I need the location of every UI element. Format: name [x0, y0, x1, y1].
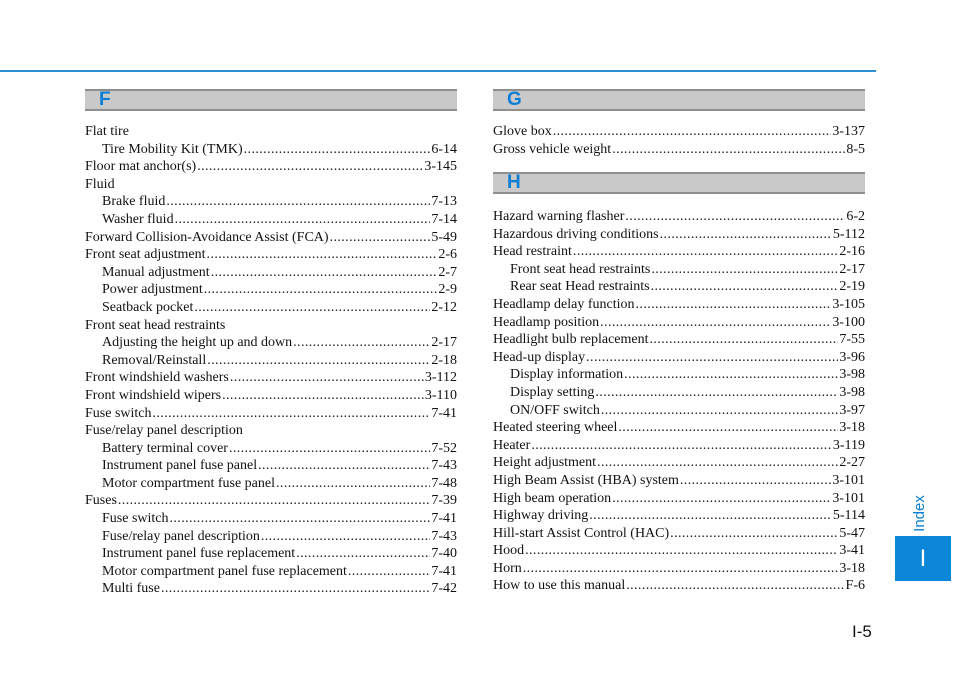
index-entry-text: Fluid — [85, 176, 115, 192]
index-entry-text: Head-up display — [493, 349, 586, 365]
index-entry-page: 2-16 — [839, 244, 865, 260]
index-entry[interactable] — [85, 334, 457, 352]
index-entry[interactable] — [85, 246, 457, 264]
dot-leader — [204, 281, 438, 299]
index-entry-text: Forward Collision-Avoidance Assist (FCA) — [85, 229, 329, 245]
index-entry-page: 3-112 — [424, 370, 457, 386]
section-header-f — [85, 89, 457, 111]
index-entry-page: 5-112 — [832, 226, 865, 242]
index-entry-text: Glove box — [493, 124, 552, 139]
section-header-g — [493, 89, 865, 111]
index-entry[interactable] — [85, 528, 457, 546]
index-entry-text: Multi fuse — [102, 581, 160, 597]
dot-leader — [244, 141, 431, 159]
dot-leader — [207, 246, 438, 264]
index-entry-page: 3-18 — [839, 560, 865, 576]
dot-leader — [651, 261, 838, 279]
index-entry-page: 5-47 — [839, 525, 865, 541]
dot-leader — [618, 419, 838, 437]
dot-leader — [625, 208, 845, 226]
index-entry-text: Fuse switch — [85, 405, 152, 421]
page-number: I-5 — [852, 622, 872, 641]
index-entry-text: Floor mat anchor(s) — [85, 159, 197, 175]
dot-leader — [211, 264, 438, 282]
index-entry[interactable] — [85, 317, 457, 335]
index-entry-page: 3-41 — [839, 543, 865, 559]
index-entry-page: 3-96 — [839, 349, 865, 365]
dot-leader — [660, 226, 832, 244]
index-entry[interactable] — [493, 349, 865, 367]
index-entry[interactable] — [493, 226, 865, 244]
index-entry[interactable] — [85, 457, 457, 475]
index-entry-text: Hazard warning flasher — [493, 209, 625, 224]
index-entry-text: Fuse/relay panel description — [85, 423, 243, 439]
index-column-g — [493, 123, 865, 158]
index-entry[interactable] — [85, 176, 457, 194]
index-entry-page: 3-98 — [839, 367, 865, 383]
dot-leader — [166, 193, 430, 211]
index-entry[interactable] — [85, 387, 457, 405]
dot-leader — [612, 490, 831, 508]
index-entry-text: Hood — [493, 543, 525, 559]
index-side-label — [899, 488, 939, 538]
index-entry-page: 7-52 — [431, 440, 457, 456]
dot-leader — [525, 542, 838, 560]
index-entry[interactable] — [85, 211, 457, 229]
index-entry[interactable] — [493, 296, 865, 314]
index-entry-page: 2-7 — [438, 264, 457, 280]
index-entry-text: Front seat head restraints — [510, 261, 651, 277]
index-entry-page: 7-13 — [431, 194, 457, 210]
index-entry-text: Fuses — [85, 493, 117, 509]
index-entry-page: 7-55 — [839, 332, 865, 348]
index-entry[interactable] — [493, 331, 865, 349]
dot-leader — [636, 296, 832, 314]
dot-leader — [230, 369, 424, 387]
index-entry-text: Adjusting the height up and down — [102, 335, 293, 351]
index-entry-text: Headlamp delay function — [493, 296, 635, 312]
index-entry-text: Highway driving — [493, 508, 589, 524]
index-entry[interactable] — [85, 229, 457, 247]
index-entry-page: F-6 — [845, 578, 865, 594]
index-entry-text: Headlight bulb replacement — [493, 332, 649, 348]
index-entry-text: Rear seat Head restraints — [510, 279, 650, 295]
section-letter: G — [507, 89, 522, 110]
index-tab-letter: I — [919, 544, 927, 572]
index-entry-text: Height adjustment — [493, 455, 597, 471]
index-entry[interactable] — [85, 123, 457, 141]
index-entry[interactable] — [85, 545, 457, 563]
index-entry[interactable] — [493, 507, 865, 525]
index-entry-page: 3-100 — [832, 314, 865, 330]
dot-leader — [330, 229, 431, 247]
index-entry[interactable] — [85, 422, 457, 440]
index-entry-text: Manual adjustment — [102, 264, 210, 280]
index-entry-text: Seatback pocket — [102, 299, 194, 315]
index-entry-text: Heated steering wheel — [493, 420, 618, 436]
index-entry-text: Fuse/relay panel description — [102, 528, 260, 544]
section-header-h — [493, 172, 865, 194]
index-entry-page: 7-40 — [431, 546, 457, 562]
index-entry-text: Battery terminal cover — [102, 440, 228, 456]
index-entry-page: 6-2 — [846, 209, 865, 224]
dot-leader — [589, 507, 832, 525]
dot-leader — [348, 563, 430, 581]
index-entry[interactable] — [493, 208, 865, 226]
dot-leader — [680, 472, 831, 490]
index-entry-page: 5-114 — [832, 508, 865, 524]
index-column-f — [85, 123, 457, 598]
index-entry-text: Instrument panel fuse replacement — [102, 546, 296, 562]
index-entry-page: 7-42 — [431, 581, 457, 597]
index-entry-text: ON/OFF switch — [510, 402, 600, 418]
index-entry-text: Front windshield wipers — [85, 387, 222, 403]
index-entry-text: Motor compartment fuse panel — [102, 475, 276, 491]
dot-leader — [170, 510, 431, 528]
dot-leader — [650, 331, 839, 349]
index-entry-page: 3-101 — [832, 472, 865, 488]
index-entry-text: Brake fluid — [102, 194, 166, 210]
dot-leader — [197, 158, 423, 176]
dot-leader — [175, 211, 431, 229]
dot-leader — [670, 525, 838, 543]
dot-leader — [258, 457, 430, 475]
dot-leader — [531, 437, 832, 455]
dot-leader — [553, 123, 832, 141]
index-entry-page: 5-49 — [431, 229, 457, 245]
dot-leader — [153, 405, 431, 423]
index-entry-text: Front seat adjustment — [85, 247, 206, 263]
dot-leader — [624, 366, 838, 384]
index-entry-page: 2-6 — [438, 247, 457, 263]
index-entry-page: 2-17 — [839, 261, 865, 277]
index-entry-text: Power adjustment — [102, 282, 203, 298]
index-entry-page: 3-137 — [832, 124, 865, 139]
index-entry-text: Washer fluid — [102, 211, 174, 227]
index-entry-text: Display setting — [510, 384, 595, 400]
index-entry-page: 3-98 — [839, 384, 865, 400]
index-entry-page: 3-97 — [839, 402, 865, 418]
index-entry[interactable] — [493, 384, 865, 402]
dot-leader — [597, 454, 838, 472]
index-entry-text: Hill-start Assist Control (HAC) — [493, 525, 670, 541]
index-entry-text: Fuse switch — [102, 511, 169, 527]
index-entry[interactable] — [493, 402, 865, 420]
dot-leader — [118, 492, 430, 510]
index-entry-text: Hazardous driving conditions — [493, 226, 659, 242]
index-entry-page: 2-27 — [839, 455, 865, 471]
index-entry[interactable] — [85, 492, 457, 510]
index-entry-text: Heater — [493, 437, 531, 453]
index-entry-text: Flat tire — [85, 124, 129, 139]
index-entry-text: High beam operation — [493, 490, 612, 506]
index-entry[interactable] — [493, 366, 865, 384]
index-entry-page: 2-17 — [431, 335, 457, 351]
dot-leader — [612, 141, 845, 159]
index-entry[interactable] — [493, 542, 865, 560]
index-entry[interactable] — [493, 314, 865, 332]
dot-leader — [207, 352, 430, 370]
index-column-h — [493, 208, 865, 595]
index-entry-page: 2-19 — [839, 279, 865, 295]
index-entry-page: 7-41 — [431, 405, 457, 421]
index-entry-text: Motor compartment panel fuse replacement — [102, 563, 347, 579]
index-entry[interactable] — [493, 577, 865, 595]
index-entry-text: Front seat head restraints — [85, 317, 226, 333]
index-entry-page: 3-18 — [839, 420, 865, 436]
index-entry-text: Gross vehicle weight — [493, 141, 612, 157]
index-entry-text: Horn — [493, 560, 522, 576]
index-entry-page: 2-18 — [431, 352, 457, 368]
index-entry[interactable] — [493, 454, 865, 472]
index-entry-page: 3-105 — [832, 296, 865, 312]
index-entry[interactable] — [493, 278, 865, 296]
index-entry-text: Tire Mobility Kit (TMK) — [102, 141, 243, 157]
index-entry-page: 3-101 — [832, 490, 865, 506]
index-entry-page: 7-41 — [431, 563, 457, 579]
index-entry[interactable] — [493, 261, 865, 279]
index-entry[interactable] — [493, 490, 865, 508]
section-letter: H — [507, 172, 521, 193]
index-entry-text: Front windshield washers — [85, 370, 229, 386]
dot-leader — [261, 528, 430, 546]
index-entry-page: 6-14 — [431, 141, 457, 157]
index-entry[interactable] — [493, 560, 865, 578]
index-entry-text: Head restraint — [493, 244, 572, 260]
dot-leader — [626, 577, 844, 595]
dot-leader — [194, 299, 430, 317]
index-label-text: Index — [910, 494, 928, 532]
dot-leader — [573, 243, 838, 261]
dot-leader — [523, 560, 839, 578]
index-entry-text: Headlamp position — [493, 314, 600, 330]
index-entry-text: How to use this manual — [493, 578, 626, 594]
index-entry-page: 7-39 — [431, 493, 457, 509]
dot-leader — [651, 278, 839, 296]
index-entry[interactable] — [493, 419, 865, 437]
dot-leader — [595, 384, 838, 402]
index-entry[interactable] — [85, 563, 457, 581]
index-entry-text: High Beam Assist (HBA) system — [493, 472, 679, 488]
index-entry-text: Instrument panel fuse panel — [102, 458, 258, 474]
index-entry[interactable] — [85, 158, 457, 176]
index-entry-page: 3-145 — [424, 159, 457, 175]
dot-leader — [276, 475, 430, 493]
index-entry[interactable] — [493, 525, 865, 543]
dot-leader — [161, 580, 430, 598]
index-entry[interactable] — [85, 141, 457, 159]
dot-leader — [222, 387, 424, 405]
index-entry[interactable] — [85, 580, 457, 598]
index-entry[interactable] — [493, 472, 865, 490]
index-entry-page: 7-14 — [431, 211, 457, 227]
index-entry-page: 7-41 — [431, 511, 457, 527]
index-entry[interactable] — [85, 281, 457, 299]
index-entry-page: 8-5 — [846, 141, 865, 157]
dot-leader — [296, 545, 430, 563]
dot-leader — [586, 349, 838, 367]
index-entry[interactable] — [493, 123, 865, 141]
index-entry-page: 3-110 — [424, 387, 457, 403]
index-entry-page: 7-43 — [431, 458, 457, 474]
index-entry-page: 7-48 — [431, 475, 457, 491]
index-entry[interactable] — [85, 193, 457, 211]
index-entry-page: 7-43 — [431, 528, 457, 544]
section-letter: F — [99, 89, 111, 110]
index-entry-page: 2-12 — [431, 299, 457, 315]
dot-leader — [600, 314, 831, 332]
index-entry[interactable] — [85, 264, 457, 282]
index-entry[interactable] — [493, 437, 865, 455]
index-entry[interactable] — [85, 405, 457, 423]
index-entry-text: Removal/Reinstall — [102, 352, 207, 368]
index-entry[interactable] — [85, 352, 457, 370]
index-entry[interactable] — [493, 141, 865, 159]
dot-leader — [293, 334, 430, 352]
index-entry-page: 2-9 — [438, 282, 457, 298]
index-entry[interactable] — [85, 475, 457, 493]
index-entry[interactable] — [85, 440, 457, 458]
dot-leader — [601, 402, 838, 420]
index-entry-page: 3-119 — [832, 437, 865, 453]
index-entry[interactable] — [85, 299, 457, 317]
top-rule — [0, 70, 876, 72]
index-tab[interactable] — [895, 536, 951, 581]
index-entry[interactable] — [85, 510, 457, 528]
index-entry[interactable] — [85, 369, 457, 387]
dot-leader — [229, 440, 430, 458]
index-entry[interactable] — [493, 243, 865, 261]
index-entry-text: Display information — [510, 367, 624, 383]
